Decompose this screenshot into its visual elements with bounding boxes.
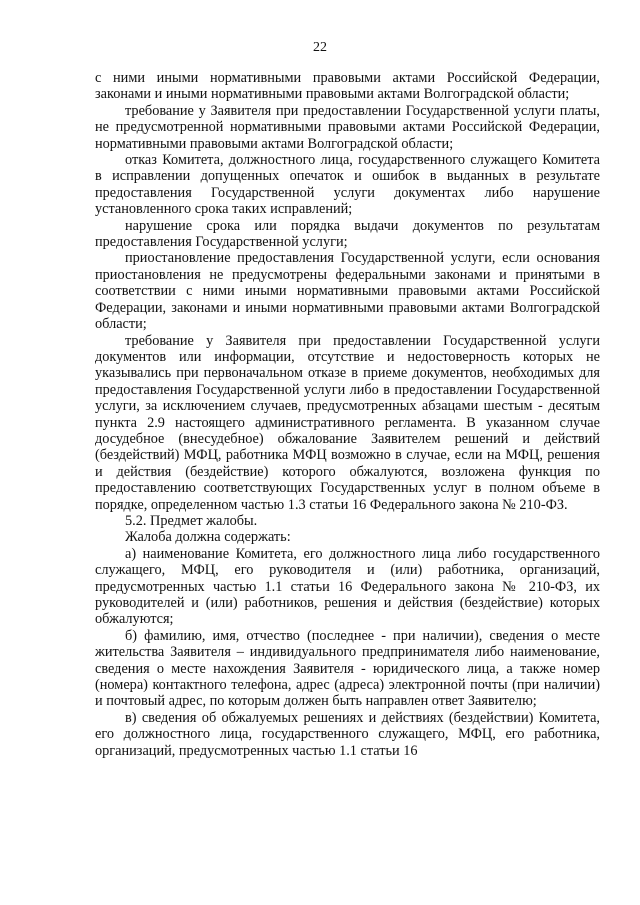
list-item: в) сведения об обжалуемых решениях и действиях (бездействии) Комитета, его должностного лица, государственного служащего, МФЦ, его работника, организаций, предусмотренных частью 1.1 статьи 16 [95, 709, 600, 759]
document-body [95, 70, 600, 759]
paragraph: приостановление предоставления Государственной услуги, если основания приостановления не предусмотрены федеральными законами и принятыми в соответствии с ними иными нормативными правовыми актами Российской Федерации, законами и иными нормативными правовыми актами Волгоградской области; [95, 250, 600, 333]
paragraph: требование у Заявителя при предоставлении Государственной услуги платы, не предусмотренной нормативными правовыми актами Российской Федерации, нормативными правовыми актами Волгоградской области; [95, 102, 600, 152]
list-item: а) наименование Комитета, его должностного лица либо государственного служащего, МФЦ, его руководителя и (или) работника, организаций, предусмотренных частью 1.1 статьи 16 Федерального закона № 210-ФЗ, их руководителей и (или) работников, решения и действия (бездействие) которых обжалуются; [95, 545, 600, 628]
paragraph: с ними иными нормативными правовыми актами Российской Федерации, законами и иными нормативными правовыми актами Волгоградской области; [95, 70, 600, 103]
section-heading: 5.2. Предмет жалобы. [125, 512, 258, 529]
paragraph: Жалоба должна содержать: [125, 529, 291, 546]
paragraph: отказ Комитета, должностного лица, государственного служащего Комитета в исправлении допущенных опечаток и ошибок в выданных в результате предоставления Государственной услуги документах либо нарушение установленного срока таких исправлений; [95, 152, 600, 218]
page-number: 22 [313, 40, 327, 55]
paragraph: требование у Заявителя при предоставлении Государственной услуги документов или информации, отсутствие и недостоверность которых не указывались при первоначальном отказе в приеме документов, необходимых для предоставления Государственной услуги либо в предоставлении Государственной услуги, за исключением случаев, предусмотренных абзацами шестым - десятым пункта 2.9 настоящего административного регламента. В указанном случае досудебное (внесудебное) обжалование Заявителем решений и действий (бездействий) МФЦ, работника МФЦ возможно в случае, если на МФЦ, решения и действия (бездействие) которого обжалуются, возложена функция по предоставлению соответствующих Государственных услуг в полном объеме в порядке, определенном частью 1.3 статьи 16 Федерального закона № 210-ФЗ. [95, 332, 600, 513]
paragraph: нарушение срока или порядка выдачи документов по результатам предоставления Государственной услуги; [95, 217, 600, 251]
list-item: б) фамилию, имя, отчество (последнее - при наличии), сведения о месте жительства Заявителя – индивидуального предпринимателя либо наименование, сведения о месте нахождения Заявителя - юридического лица, а также номер (номера) контактного телефона, адрес (адреса) электронной почты (при наличии) и почтовый адрес, по которым должен быть направлен ответ Заявителю; [95, 627, 600, 710]
